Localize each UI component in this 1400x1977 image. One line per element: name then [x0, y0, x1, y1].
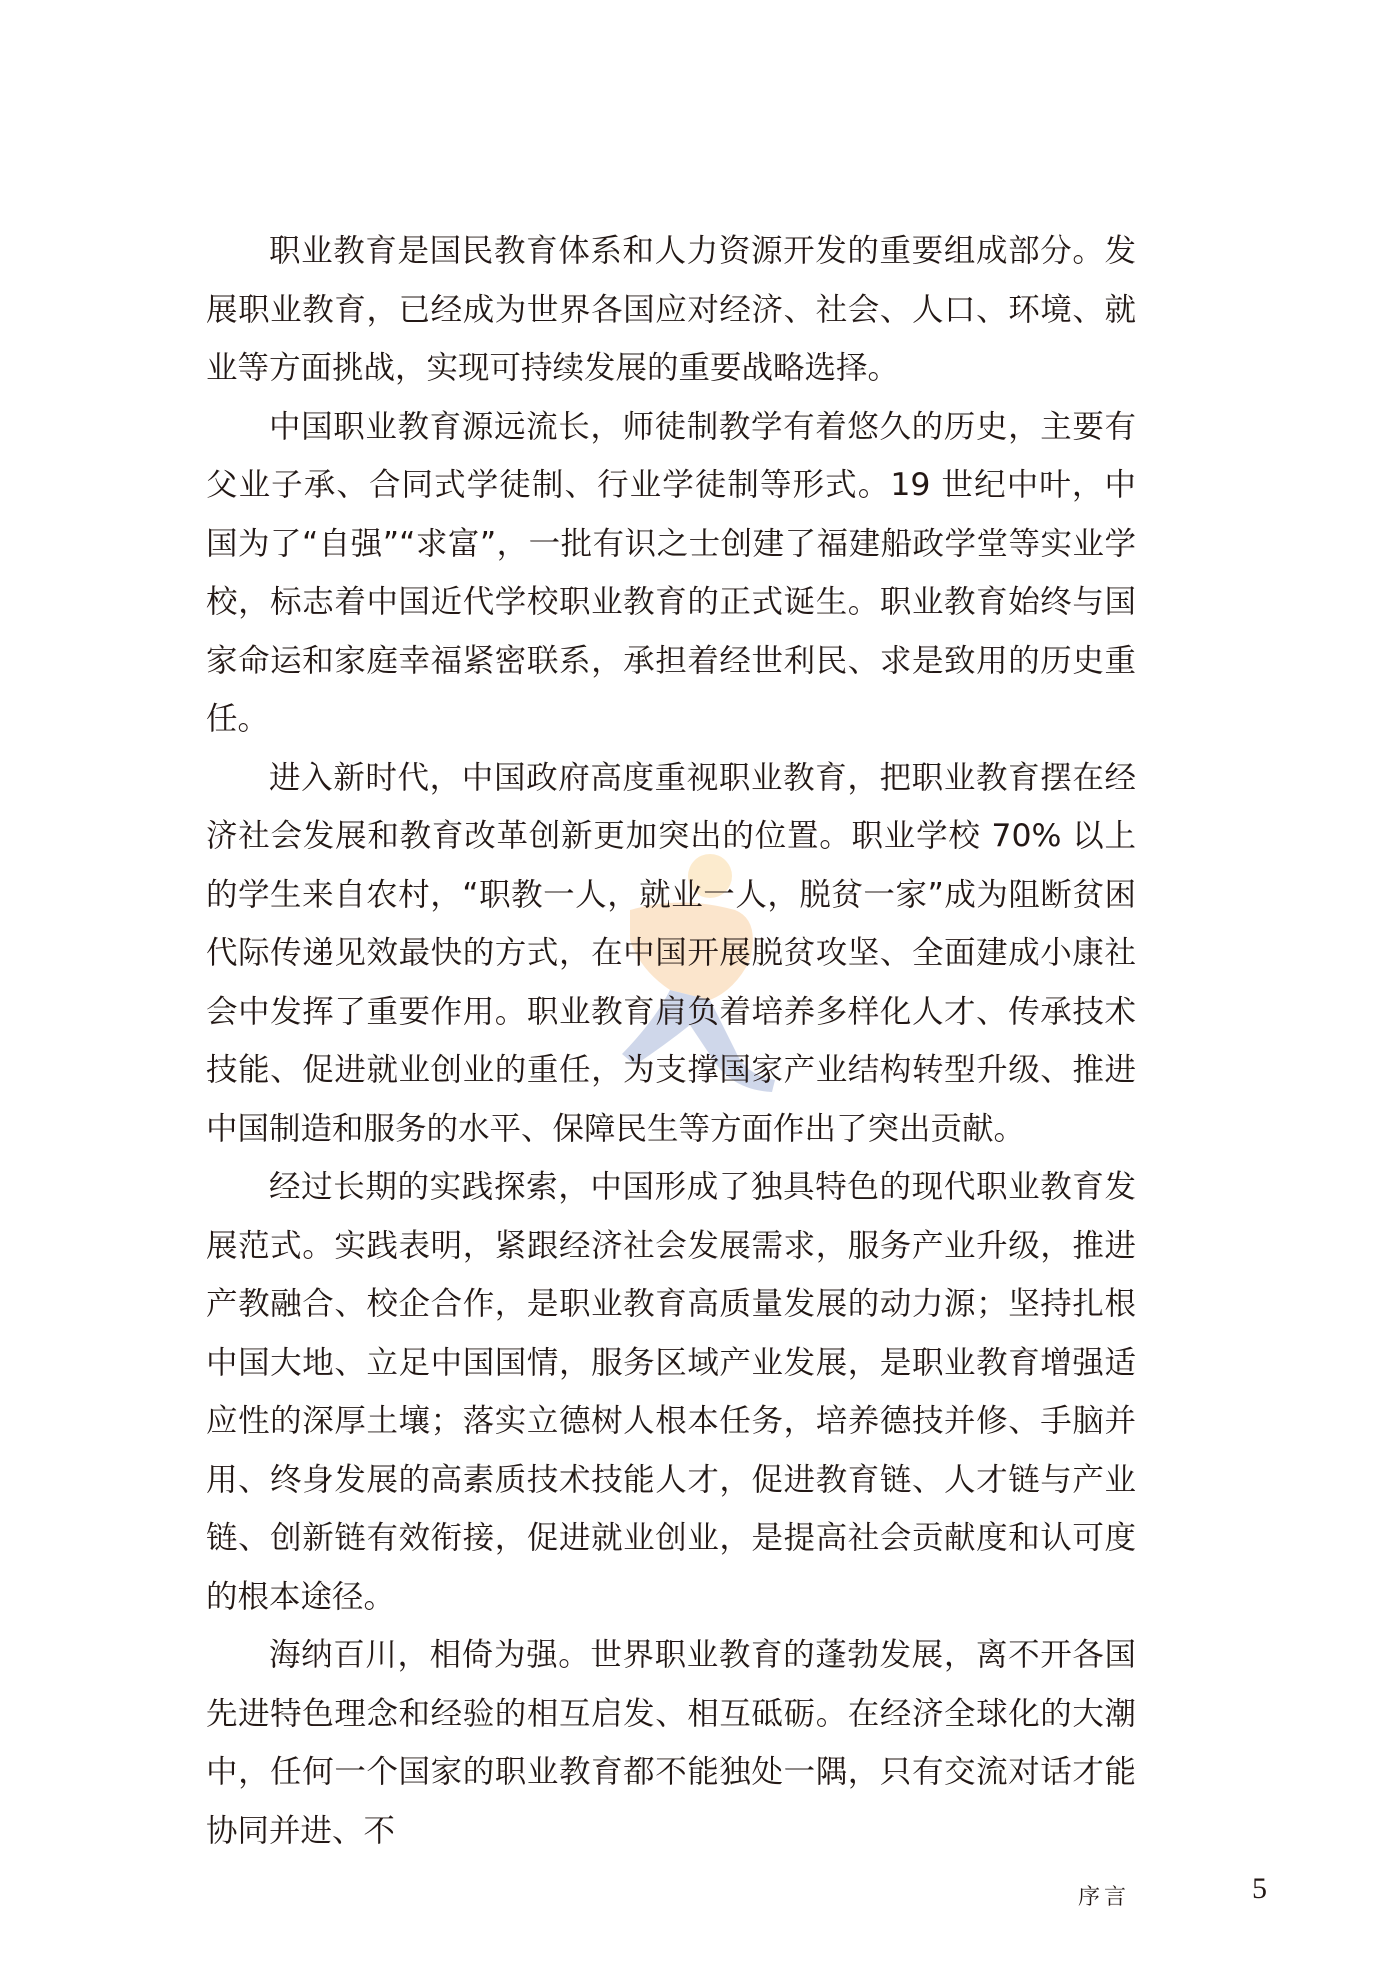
paragraph-2: 中国职业教育源远流长，师徒制教学有着悠久的历史，主要有父业子承、合同式学徒制、行业学徒制等形式。19 世纪中叶，中国为了“自强”“求富”，一批有识之士创建了福建船政学堂等实业学校，标志着中国近代学校职业教育的正式诞生。职业教育始终与国家命运和家庭幸福紧密联系，承担着经世利民、求是致用的历史重任。 — [206, 408, 1136, 737]
paragraph-4: 经过长期的实践探索，中国形成了独具特色的现代职业教育发展范式。实践表明，紧跟经济社会发展需求，服务产业升级，推进产教融合、校企合作，是职业教育高质量发展的动力源；坚持扎根中国大地、立足中国国情，服务区域产业发展，是职业教育增强适应性的深厚土壤；落实立德树人根本任务，培养德技并修、手脑并用、终身发展的高素质技术技能人才，促进教育链、人才链与产业链、创新链有效衔接，促进就业创业，是提高社会贡献度和认可度的根本途径。 — [206, 1169, 1136, 1615]
paragraph-5: 海纳百川，相倚为强。世界职业教育的蓬勃发展，离不开各国先进特色理念和经验的相互启发、相互砥砺。在经济全球化的大潮中，任何一个国家的职业教育都不能独处一隅，只有交流对话才能协同并进、不 — [206, 1637, 1136, 1849]
paragraph-1: 职业教育是国民教育体系和人力资源开发的重要组成部分。发展职业教育，已经成为世界各国应对经济、社会、人口、环境、就业等方面挑战，实现可持续发展的重要战略选择。 — [206, 233, 1136, 386]
paragraph-3: 进入新时代，中国政府高度重视职业教育，把职业教育摆在经济社会发展和教育改革创新更加突出的位置。职业学校 70% 以上的学生来自农村，“职教一人，就业一人，脱贫一家”成为阻断贫困代际传递见效最快的方式，在中国开展脱贫攻坚、全面建成小康社会中发挥了重要作用。职业教育肩负着培养多样化人才、传承技术技能、促进就业创业的重任，为支撑国家产业结构转型升级、推进中国制造和服务的水平、保障民生等方面作出了突出贡献。 — [206, 759, 1136, 1147]
footer-section-title: 序言 — [1078, 1885, 1131, 1910]
footer-page-number: 5 — [1252, 1872, 1267, 1905]
body-text — [206, 222, 1136, 1860]
